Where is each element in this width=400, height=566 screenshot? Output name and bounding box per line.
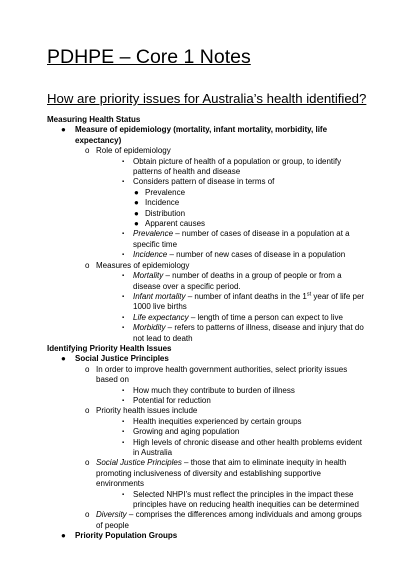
square-marker: ▪	[122, 387, 125, 394]
square-marker: ▪	[122, 397, 125, 404]
square-marker: ▪	[122, 439, 125, 446]
list-item: ● Distribution	[134, 208, 186, 218]
list-item: ▪ Morbidity – refers to patterns of illness, disease and injury that do not lead to death	[122, 323, 364, 343]
section-heading-identifying: Identifying Priority Health Issues	[47, 343, 172, 353]
page-subtitle: How are priority issues for Australia’s health identified?	[47, 91, 367, 106]
list-item: ▪ Prevalence – number of cases of disease in a population at a specific time	[122, 229, 350, 249]
circle-marker: o	[85, 510, 90, 520]
list-item: o In order to improve health government authorities, select priority issues based on	[85, 364, 348, 385]
list-item: ▪ Selected NHPI’s must reflect the principles in the impact these principles have on reducing health inequities can be determined	[122, 489, 359, 510]
notes-content	[47, 115, 365, 542]
list-item: o Measures of epidemiology	[85, 260, 190, 270]
square-marker: ▪	[122, 314, 125, 321]
square-marker: ▪	[122, 293, 125, 300]
bullet-marker: ●	[134, 198, 139, 208]
square-marker: ▪	[122, 273, 125, 280]
bullet-marker: ●	[61, 531, 66, 541]
bullet-marker: ●	[61, 354, 66, 364]
bullet-marker: ●	[134, 187, 139, 197]
list-item: o Priority health issues include	[85, 406, 198, 416]
list-item: ● Measure of epidemiology (mortality, infant mortality, morbidity, life expectancy)	[61, 125, 328, 145]
list-item: ▪ High levels of chronic disease and other health problems evident in Australia	[122, 437, 363, 457]
list-item: ▪ How much they contribute to burden of illness	[122, 385, 295, 395]
list-item: ▪ Growing and aging population	[122, 427, 240, 437]
list-item: ▪ Mortality – number of deaths in a group of people or from a disease over a specific period.	[122, 271, 342, 291]
bullet-marker: ●	[134, 208, 139, 218]
square-marker: ▪	[122, 418, 125, 425]
bullet-marker: ●	[61, 125, 66, 135]
square-marker: ▪	[122, 325, 125, 332]
square-marker: ▪	[122, 491, 125, 498]
square-marker: ▪	[122, 252, 125, 259]
square-marker: ▪	[122, 179, 125, 186]
list-item: ▪ Obtain picture of health of a population or group, to identify patterns of health and disease	[122, 156, 342, 177]
circle-marker: o	[85, 458, 90, 468]
list-item: ● Social Justice Principles	[61, 354, 169, 364]
list-item: ▪ Health inequities experienced by certain groups	[122, 416, 302, 426]
list-item: ● Prevalence	[134, 187, 186, 197]
circle-marker: o	[85, 364, 90, 374]
list-item: ● Priority Population Groups	[61, 531, 178, 541]
list-item: ▪ Infant mortality – number of infant deaths in the 1st year of life per 1000 live births	[122, 291, 365, 312]
list-item: o Role of epidemiology	[85, 146, 171, 156]
circle-marker: o	[85, 260, 90, 270]
section-heading-measuring: Measuring Health Status	[47, 115, 141, 124]
list-item: ● Incidence	[134, 198, 180, 208]
list-item: ▪ Considers pattern of disease in terms of	[122, 177, 275, 187]
square-marker: ▪	[122, 158, 125, 165]
circle-marker: o	[85, 406, 90, 416]
list-item: ▪ Life expectancy – length of time a person can expect to live	[122, 312, 343, 322]
list-item: ▪ Potential for reduction	[122, 395, 211, 405]
square-marker: ▪	[122, 231, 125, 238]
list-item: ▪ Incidence – number of new cases of disease in a population	[122, 250, 346, 260]
page-title: PDHPE – Core 1 Notes	[47, 46, 251, 68]
circle-marker: o	[85, 146, 90, 156]
list-item: ● Apparent causes	[134, 219, 206, 229]
bullet-marker: ●	[134, 219, 139, 229]
list-item: o Diversity – comprises the differences among individuals and among groups of people	[85, 510, 362, 530]
list-item: o Social Justice Principles – those that aim to eliminate inequity in health promoting inclusiveness of diversity and establishing supportive environments	[85, 458, 347, 489]
square-marker: ▪	[122, 429, 125, 436]
